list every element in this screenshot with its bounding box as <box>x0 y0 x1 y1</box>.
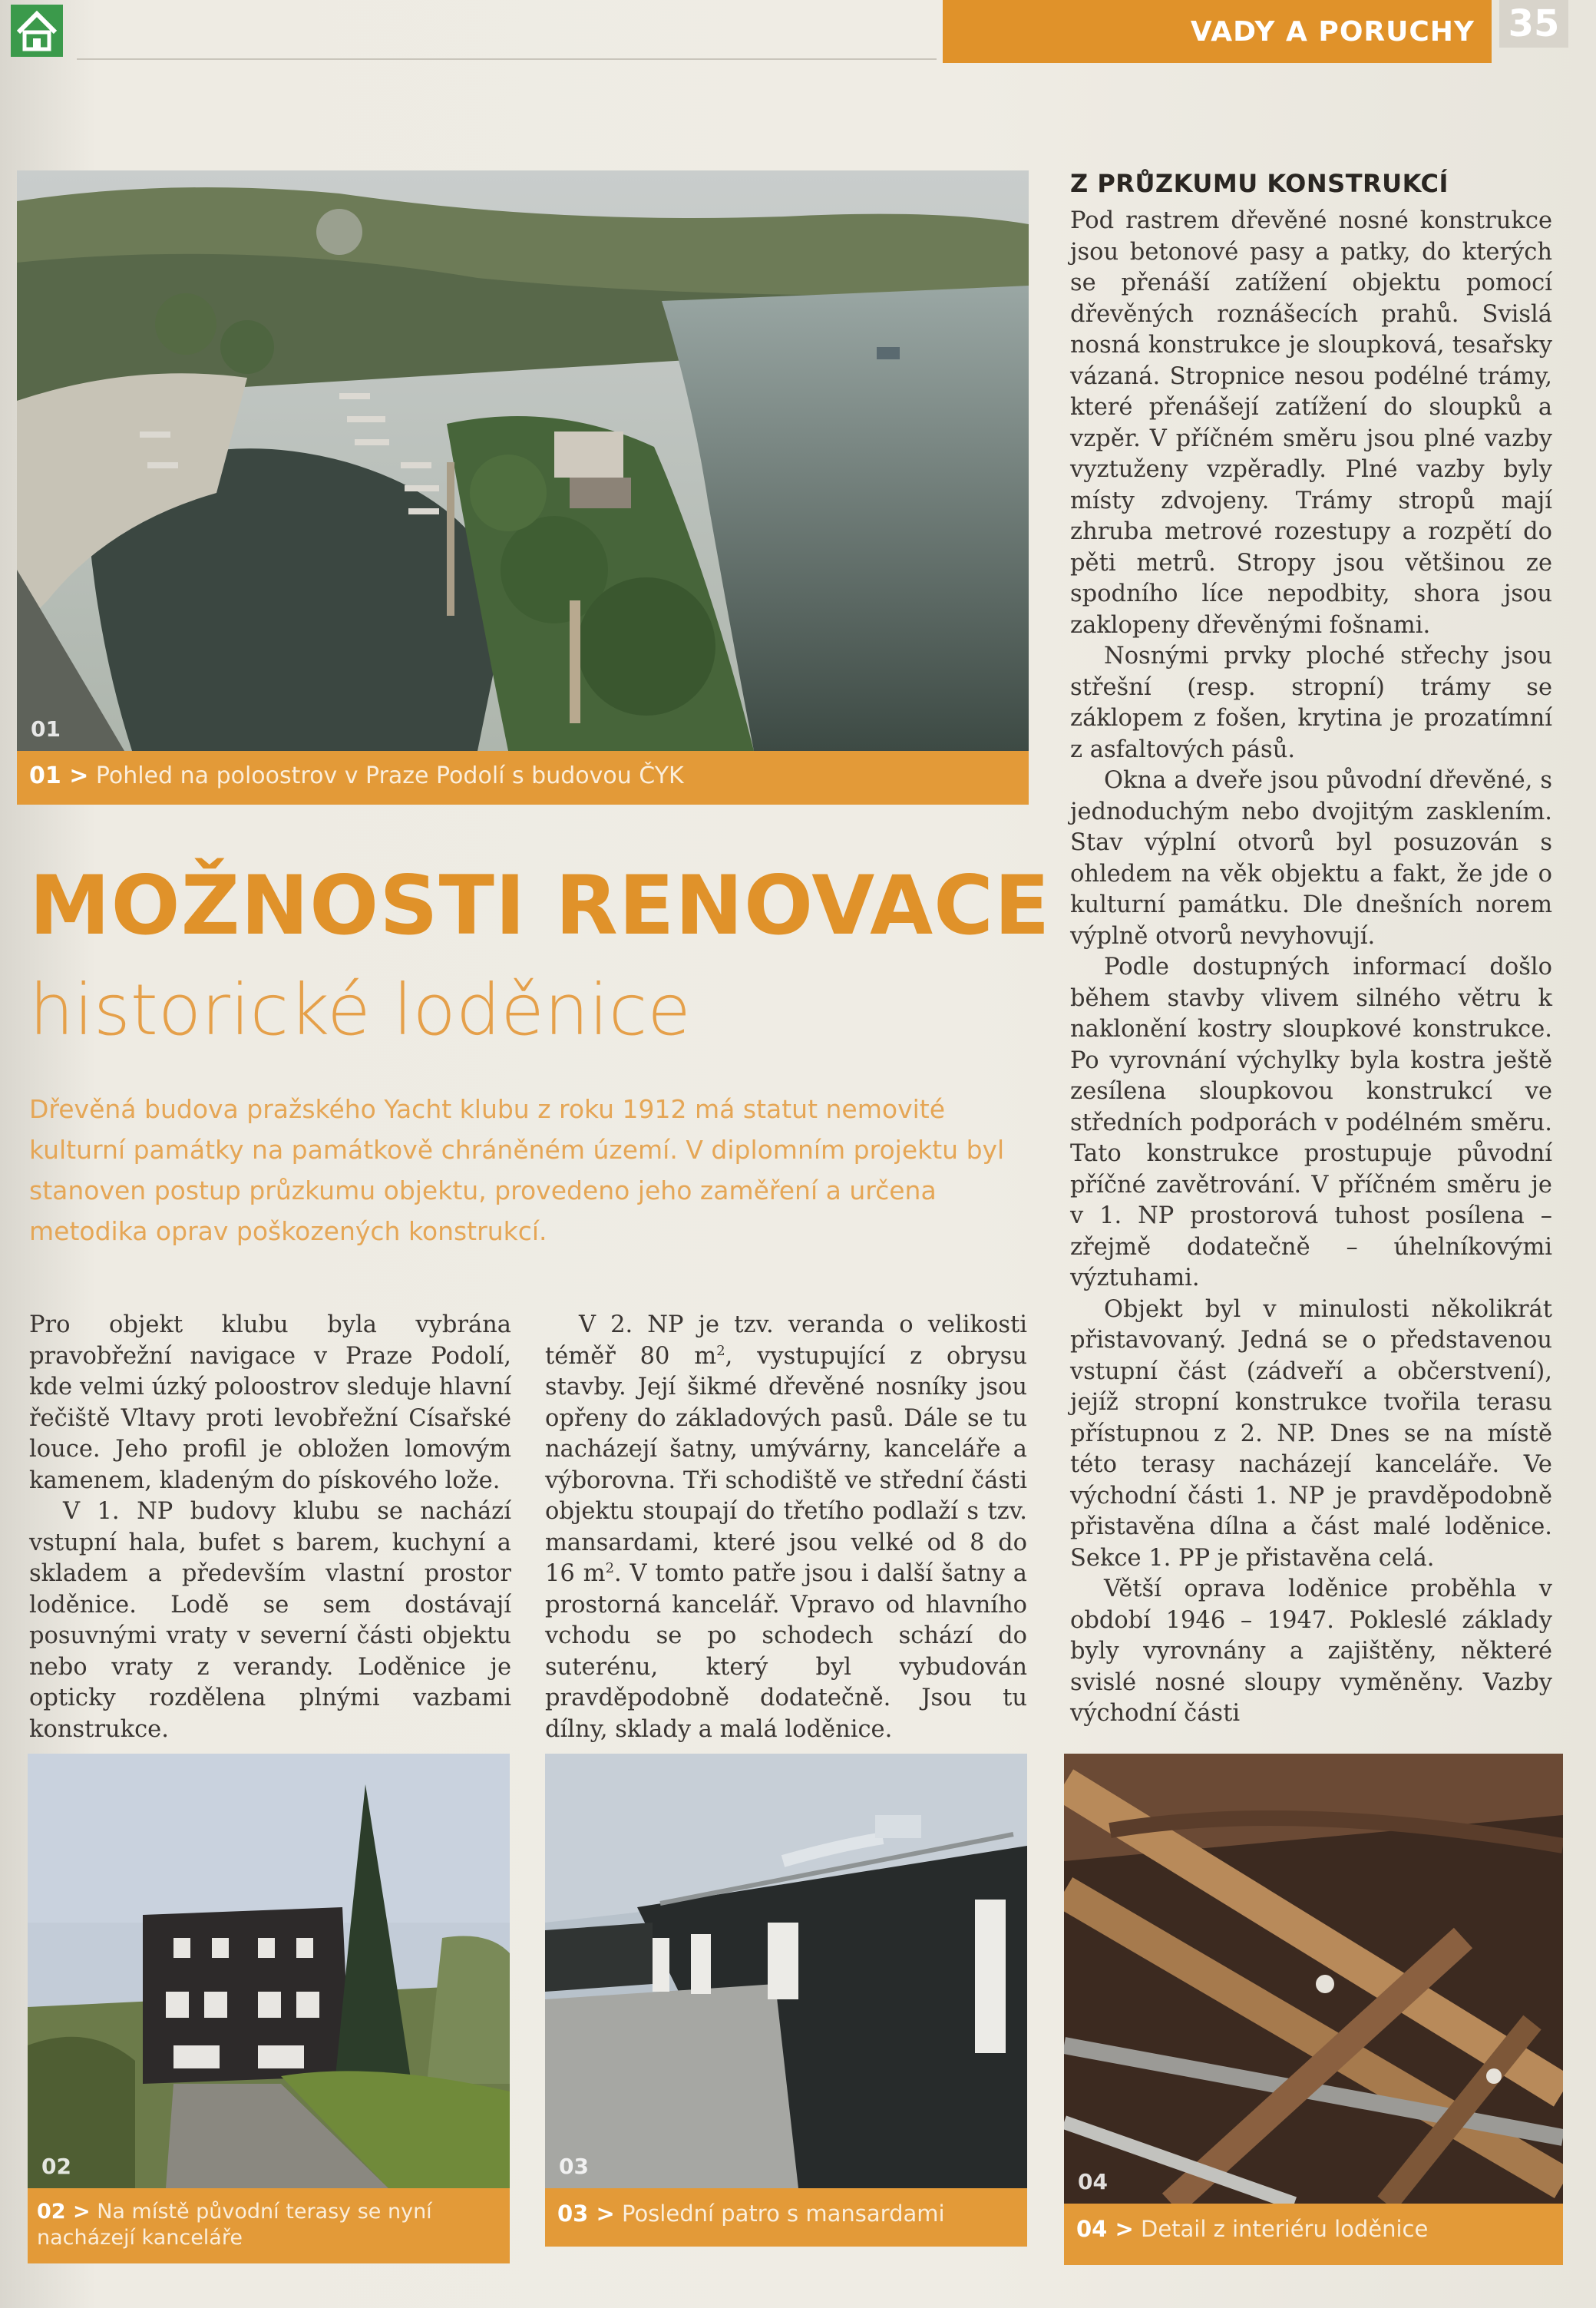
article-title: MOŽNOSTI RENOVACE <box>29 858 1051 953</box>
photo-building-exterior <box>28 1754 510 2188</box>
text-column-3 <box>1070 206 1552 1730</box>
caption-number: 03 > <box>557 2201 615 2227</box>
caption-text: Detail z interiéru loděnice <box>1133 2216 1429 2242</box>
paragraph: V 1. NP budovy klubu se nachází vstupní hala, bufet s barem, kuchyní a skladem a především vlastní prostor loděnice. Lodě se sem dostávají posuvnými vraty v severní části objektu nebo vraty z verandy. Loděnice je opticky rozdělena plnými vazbami konstrukce. <box>29 1498 511 1743</box>
text-column-1 <box>29 1310 511 1745</box>
photo-number-04: 04 <box>1078 2169 1108 2194</box>
text-column-2 <box>545 1310 1027 1745</box>
header-rule <box>77 58 937 60</box>
photo-caption-04 <box>1064 2204 1563 2265</box>
paragraph: Podle dostupných informací došlo během stavby vlivem silného větru k naklonění kostry sloupkové konstrukce. Po vyrovnání výchylky byla kostra ještě zesílena sloupkovou konstrukcí ve středních podporách v podélném směru. Tato konstrukce prostupuje původní příčné zavětrování. V příčném směru je v 1. NP prostorová tuhost posílena – zřejmě dodatečně – úhelníkovými výztuhami. <box>1070 954 1552 1291</box>
caption-text: Pohled na poloostrov v Praze Podolí s budovou ČYK <box>88 762 684 789</box>
paragraph-text: . V tomto patře jsou i další šatny a prostorná kancelář. Vpravo od hlavního vchodu se po schodech schází do suterénu, který byl vybudován pravděpodobně dodatečně. Jsou tu dílny, sklady a malá loděnice. <box>545 1560 1027 1743</box>
photo-aerial-peninsula <box>17 170 1029 751</box>
section-title: VADY A PORUCHY <box>943 0 1492 63</box>
photo-interior-detail <box>1064 1754 1563 2204</box>
paragraph: Větší oprava loděnice proběhla v období 1946 – 1947. Pokleslé základy byly vyrovnány a zajištěny, některé svislé nosné sloupy vyměněny. Vazby východní části <box>1070 1576 1552 1727</box>
paragraph: Pod rastrem dřevěné nosné konstrukce jsou betonové pasy a patky, do kterých se přenáší zatížení objektu pomocí dřevěných roznášecích prahů. Svislá nosná konstrukce je sloupková, tesařsky vázaná. Stropnice nesou podélné trámy, které přenášejí zatížení do sloupků a vzpěr. V příčném směru jsou plné vazby vyztuženy vzpěradly. Plné vazby byly místy zdvojeny. Trámy stropů mají zhruba metrové rozestupy a rozpětí do pěti metrů. Stropy jsou většinou ze spodního líce nepodbity, shora jsou zaklopeny dřevěnými fošnami. <box>1070 207 1552 639</box>
photo-caption-01 <box>17 751 1029 805</box>
caption-number: 02 > <box>37 2200 91 2224</box>
superscript: 2 <box>605 1559 615 1576</box>
page-number: 35 <box>1499 0 1568 48</box>
paragraph: Objekt byl v minulosti několikrát přistavovaný. Jedná se o představenou vstupní část (zádveří a občerstvení), jejíž stropní konstrukce tvořila terasu přístupnou z 2. NP. Dnes se na místě této terasy nacházejí kanceláře. Ve východní části 1. NP je pravděpodobně přistavěna dílna a část malé loděnice. Sekce 1. PP je přistavěna celá. <box>1070 1295 1552 1572</box>
paragraph <box>545 1310 1027 1745</box>
caption-text: Na místě původní terasy se nyní nacházejí kanceláře <box>37 2200 432 2250</box>
photo-caption-03 <box>545 2188 1027 2247</box>
section-heading: Z PRŮZKUMU KONSTRUKCÍ <box>1070 169 1449 198</box>
caption-number: 01 > <box>29 762 89 789</box>
paragraph-text: V 2. NP je tzv. veranda o velikosti téměř 80 m <box>545 1311 1027 1370</box>
paragraph: Nosnými prvky ploché střechy jsou střešní (resp. stropní) trámy se záklopem z fošen, krytina je prozatímní z asfaltových pásů. <box>1070 643 1552 763</box>
photo-number-01: 01 <box>31 716 61 742</box>
caption-number: 04 > <box>1076 2216 1134 2242</box>
caption-text: Poslední patro s mansardami <box>614 2201 945 2227</box>
photo-top-floor-mansards <box>545 1754 1027 2188</box>
paragraph-text: , vystupující z obrysu stavby. Její šikmé dřevěné nosníky jsou opřeny do základových pasů. Dále se tu nacházejí šatny, umývárny, kanceláře a výborovna. Tři schodiště ve střední části objektu stoupají do třetího podlaží s tzv. mansardami, které jsou velké od 8 do 16 m <box>545 1342 1028 1587</box>
paragraph: Okna a dveře jsou původní dřevěné, s jednoduchým nebo dvojitým zasklením. Stav výplní otvorů byl posuzován s ohledem na věk objektu a fakt, že jde o kulturní památku. Dle dnešních norem výplně otvorů nevyhovují. <box>1070 767 1552 950</box>
paragraph: Pro objekt klubu byla vybrána pravobřežní navigace v Praze Podolí, kde velmi úzký poloostrov sleduje hlavní řečiště Vltavy proti levobřežní Císařské louce. Jeho profil je obložen lomovým kamenem, kladeným do pískového lože. <box>29 1311 511 1494</box>
photo-number-03: 03 <box>559 2154 589 2179</box>
article-subtitle: historické loděnice <box>29 969 691 1051</box>
photo-number-02: 02 <box>41 2154 71 2179</box>
superscript: 2 <box>716 1342 725 1359</box>
house-logo-icon <box>11 5 63 57</box>
photo-caption-02 <box>28 2188 510 2263</box>
article-lead: Dřevěná budova pražského Yacht klubu z roku 1912 má statut nemovité kulturní památky na památkově chráněném území. V diplomním projektu byl stanoven postup průzkumu objektu, provedeno jeho zaměření a určena metodika oprav poškozených konstrukcí. <box>29 1094 1005 1246</box>
